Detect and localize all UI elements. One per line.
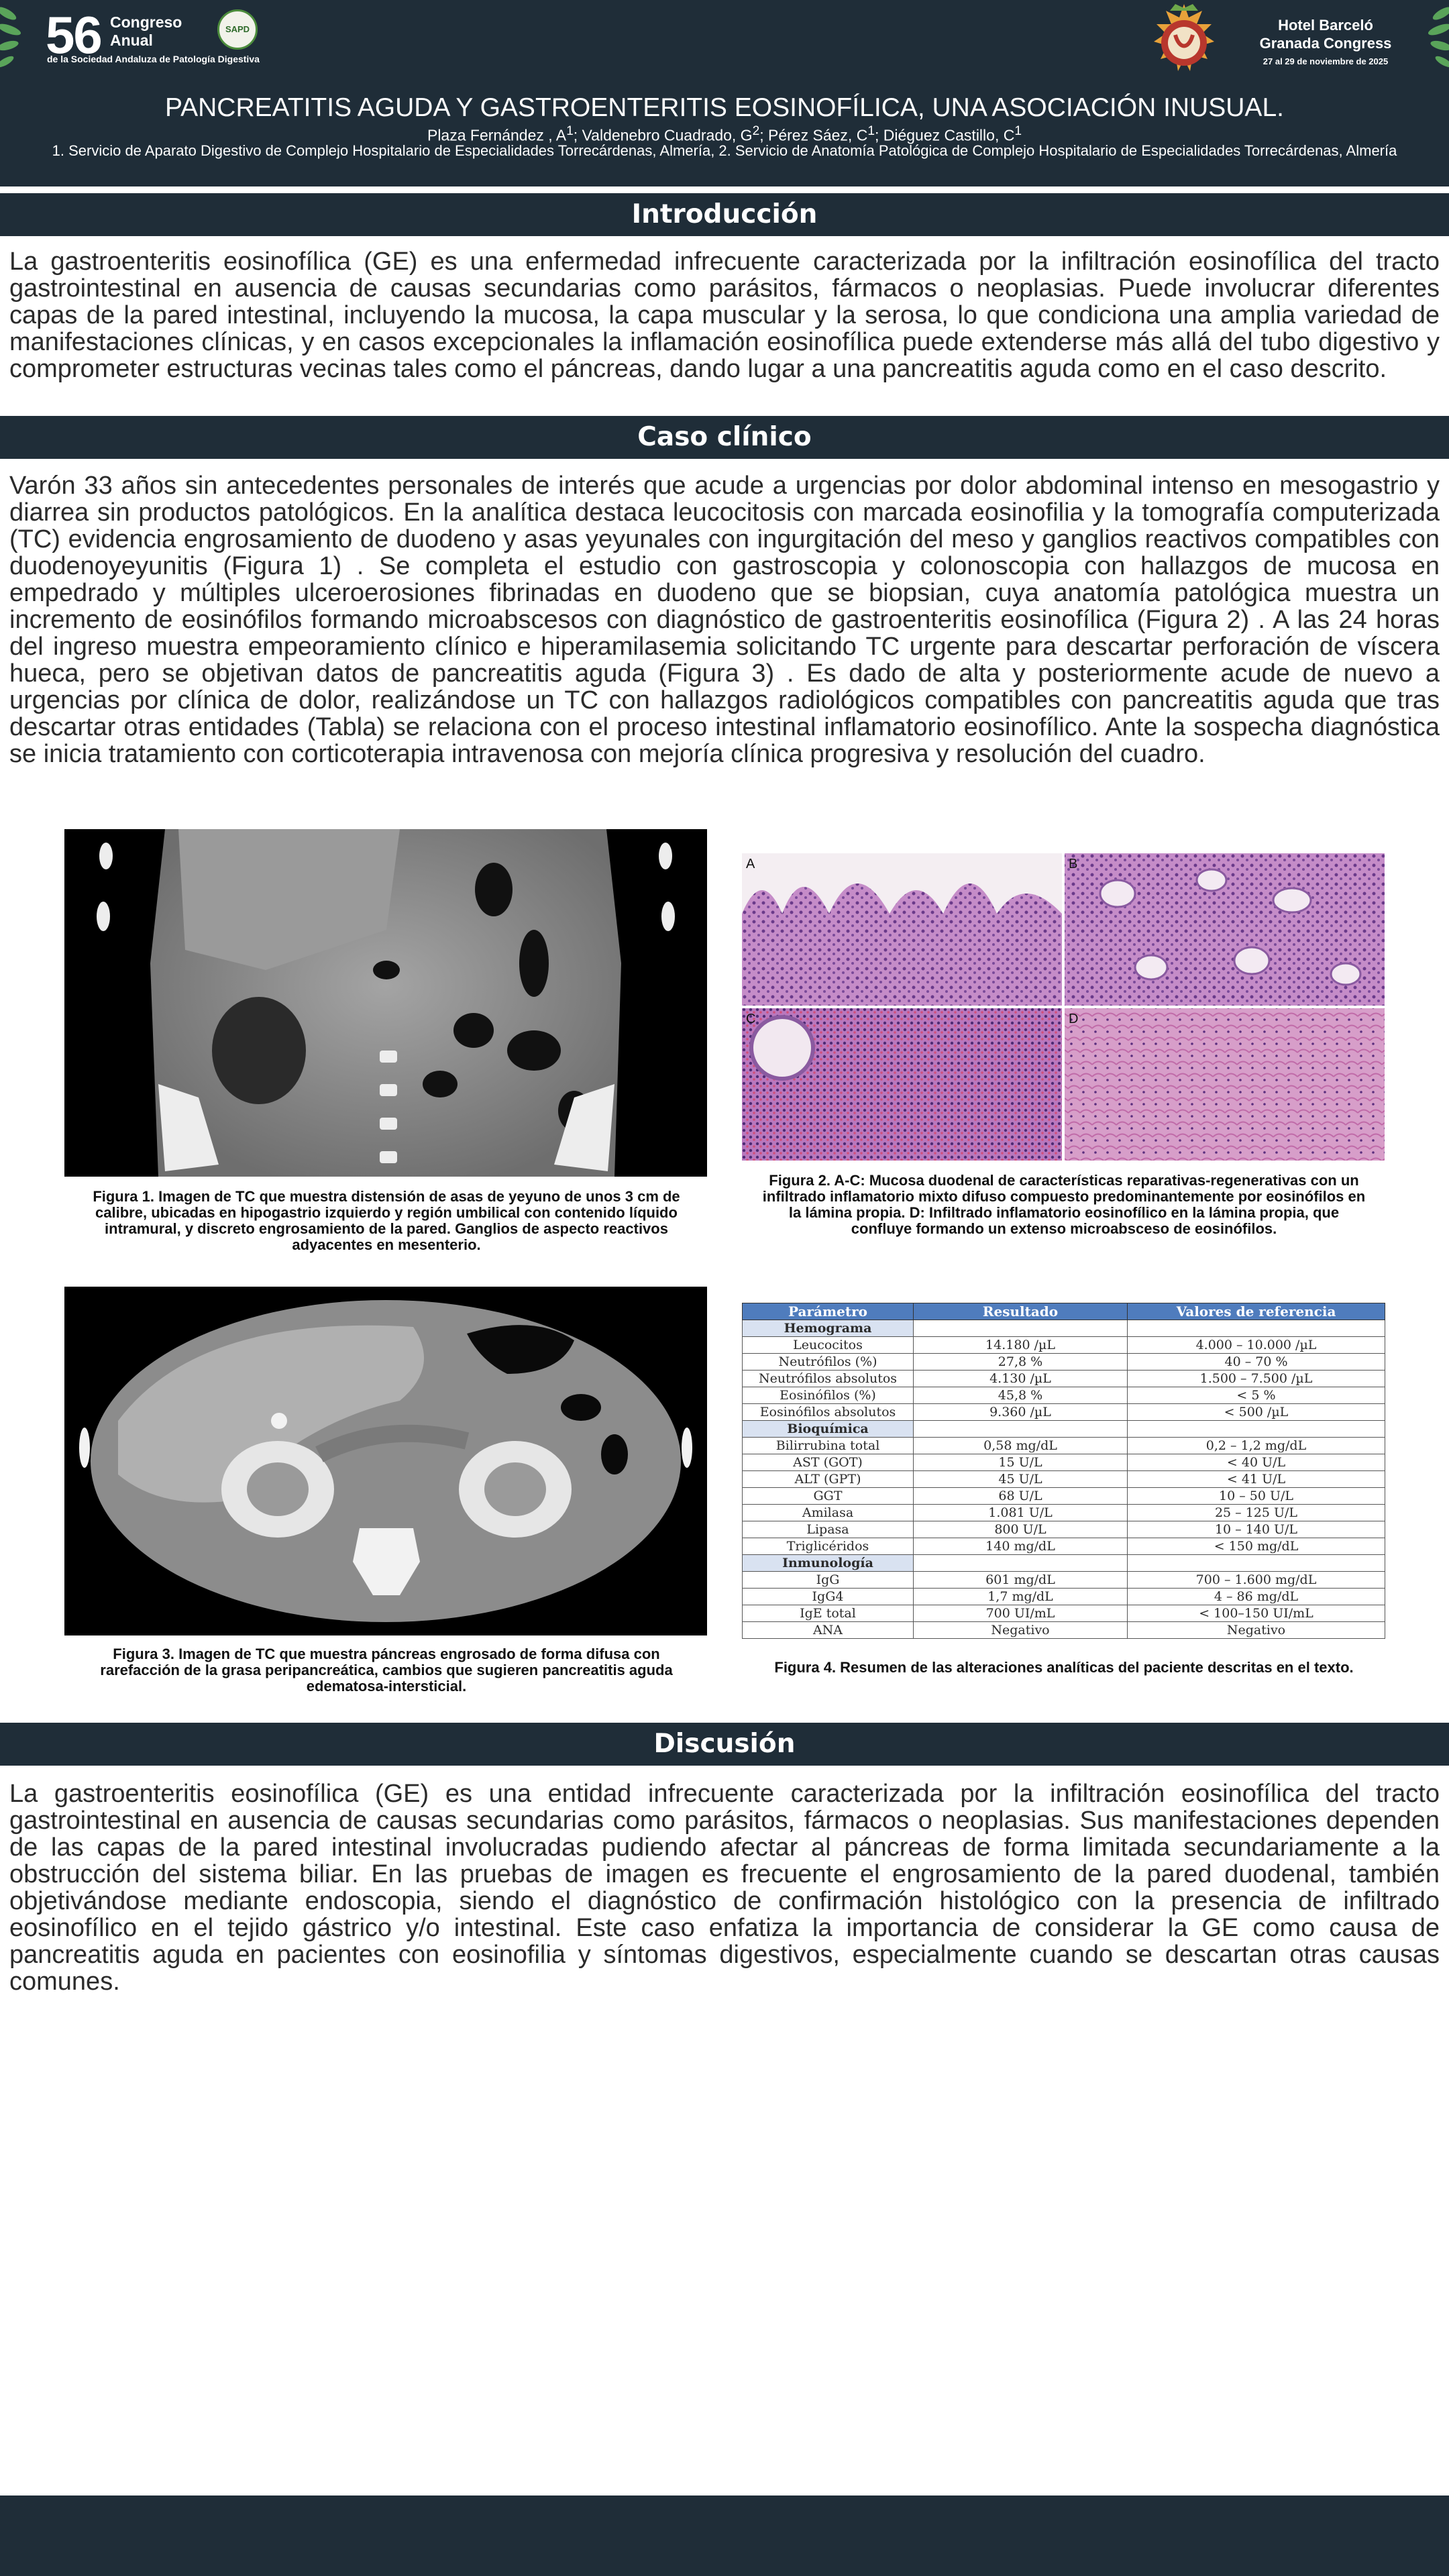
parameter-cell: ANA bbox=[743, 1622, 914, 1639]
parameter-cell: Eosinófilos (%) bbox=[743, 1387, 914, 1404]
parameter-cell: Bilirrubina total bbox=[743, 1438, 914, 1454]
author-separator: ; bbox=[573, 126, 582, 144]
parameter-cell: AST (GOT) bbox=[743, 1454, 914, 1471]
group-label: Hemograma bbox=[743, 1320, 914, 1337]
column-header: Parámetro bbox=[743, 1303, 914, 1320]
empty-cell bbox=[1128, 1421, 1385, 1438]
table-row bbox=[743, 1622, 1385, 1639]
empty-cell bbox=[914, 1320, 1128, 1337]
table-row bbox=[743, 1387, 1385, 1404]
result-cell: 4.130 /µL bbox=[914, 1371, 1128, 1387]
parameter-cell: Neutrófilos (%) bbox=[743, 1354, 914, 1371]
result-cell: 45,8 % bbox=[914, 1387, 1128, 1404]
result-cell: 15 U/L bbox=[914, 1454, 1128, 1471]
poster-affiliations: 1. Servicio de Aparato Digestivo de Complejo Hospitalario de Especialidades Torrecárdenas, Almería, 2. Servicio de Anatomía Patológica de Complejo Hospitalario de Especialidades Torrecárdenas, Almería bbox=[52, 142, 1397, 159]
panel-label-b: B bbox=[1069, 857, 1078, 871]
venue-name: Granada Congress bbox=[1259, 35, 1392, 52]
author-affiliation: 1 bbox=[1014, 124, 1022, 138]
reference-cell: 40 – 70 % bbox=[1128, 1354, 1385, 1371]
author-separator: ; bbox=[759, 126, 769, 144]
table-row bbox=[743, 1404, 1385, 1421]
intro-heading: Introducción bbox=[0, 193, 1449, 236]
parameter-cell: IgG bbox=[743, 1572, 914, 1589]
reference-cell: 4.000 – 10.000 /µL bbox=[1128, 1337, 1385, 1354]
venue-hotel: Hotel Barceló bbox=[1278, 17, 1373, 34]
parameter-cell: Triglicéridos bbox=[743, 1538, 914, 1555]
result-cell: 0,58 mg/dL bbox=[914, 1438, 1128, 1454]
poster-authors bbox=[0, 122, 1449, 145]
group-label: Bioquímica bbox=[743, 1421, 914, 1438]
reference-cell: Negativo bbox=[1128, 1622, 1385, 1639]
panel-label-a: A bbox=[746, 857, 755, 871]
table-row bbox=[743, 1538, 1385, 1555]
figure-2-histology-image bbox=[742, 853, 1385, 1161]
case-heading: Caso clínico bbox=[0, 416, 1449, 459]
author-name: Plaza Fernández , A bbox=[427, 126, 567, 144]
figure-1-caption: Figura 1. Imagen de TC que muestra distensión de asas de yeyuno de unos 3 cm de calibre, ubicadas en hipogastrio izquierdo y región umbilical con contenido líquido intramural, y discreto engrosamiento de la pared. Ganglios de aspecto reactivos adyacentes en mesenterio. bbox=[93, 1188, 680, 1253]
case-text: Varón 33 años sin antecedentes personales de interés que acude a urgencias por dolor abdominal intenso en mesogastrio y diarrea sin productos patológicos. En la analítica destaca leucocitosis con marcada eosinofilia y la tomografía computerizada (TC) evidencia engrosamiento de duodeno y asas yeyunales con ingurgitación del meso y ganglios reactivos compatibles con duodenoyeyunitis (Figura 1) . Se completa el estudio con gastroscopia y colonoscopia con hallazgos de mucosa en empedrado y múltiples ulceroerosiones fibrinadas en duodeno que se biopsian, cuya anatomía patológica muestra un incremento de eosinófilos formando microabscesos con diagnóstico de gastroenteritis eosinofílica (Figura 2) . A las 24 horas del ingreso muestra empeoramiento clínico e hiperamilasemia solicitando TC urgente para descartar perforación de víscera hueca, pero se objetivan datos de pancreatitis aguda (Figura 3) . Es dado de alta y posteriormente acude de nuevo a urgencias por clínica de dolor, realizándose un TC con hallazgos radiológicos compatibles con pancreatitis aguda que tras descartar otras entidades (Tabla) se relaciona con el proceso intestinal inflamatorio eosinofílico. Ante la sospecha diagnóstica se inicia tratamiento con corticoterapia intravenosa con mejoría clínica progresiva y resolución del cuadro. bbox=[9, 472, 1440, 768]
parameter-cell: Lipasa bbox=[743, 1521, 914, 1538]
empty-cell bbox=[914, 1555, 1128, 1572]
table-row bbox=[743, 1371, 1385, 1387]
empty-cell bbox=[1128, 1555, 1385, 1572]
group-label: Inmunología bbox=[743, 1555, 914, 1572]
panel-label-c: C bbox=[746, 1012, 756, 1026]
author-affiliation: 1 bbox=[566, 124, 574, 138]
reference-cell: < 5 % bbox=[1128, 1387, 1385, 1404]
table-header-row bbox=[743, 1303, 1385, 1320]
empty-cell bbox=[914, 1421, 1128, 1438]
parameter-cell: IgE total bbox=[743, 1605, 914, 1622]
figure-2-caption: Figura 2. A-C: Mucosa duodenal de características reparativas-regenerativas con un infiltrado inflamatorio mixto difuso compuesto predominantemente por eosinófilos en la lámina propia. D: Infiltrado inflamatorio eosinofílico en la lámina propia, que confluye formando un extenso microabsceso de eosinófilos. bbox=[762, 1172, 1366, 1237]
figure-3-caption: Figura 3. Imagen de TC que muestra páncreas engrosado de forma difusa con rarefacción de la grasa peripancreática, cambios que sugieren pancreatitis aguda edematosa-intersticial. bbox=[100, 1646, 673, 1695]
poster-header bbox=[0, 0, 1449, 186]
reference-cell: 1.500 – 7.500 /µL bbox=[1128, 1371, 1385, 1387]
figure-4-caption: Figura 4. Resumen de las alteraciones analíticas del paciente descritas en el texto. bbox=[774, 1659, 1354, 1676]
reference-cell: < 500 /µL bbox=[1128, 1404, 1385, 1421]
congress-number: 56 bbox=[46, 5, 101, 64]
reference-cell: 700 – 1.600 mg/dL bbox=[1128, 1572, 1385, 1589]
right-leaf-decoration-icon bbox=[1409, 0, 1449, 80]
reference-cell: 0,2 – 1,2 mg/dL bbox=[1128, 1438, 1385, 1454]
reference-cell: < 41 U/L bbox=[1128, 1471, 1385, 1488]
author-name: Diéguez Castillo, C bbox=[883, 126, 1015, 144]
author-affiliation: 2 bbox=[752, 124, 760, 138]
left-leaf-decoration-icon bbox=[0, 0, 40, 80]
table-row bbox=[743, 1354, 1385, 1371]
poster-footer bbox=[0, 2496, 1449, 2576]
parameter-cell: Neutrófilos absolutos bbox=[743, 1371, 914, 1387]
table-row bbox=[743, 1488, 1385, 1505]
table-row bbox=[743, 1521, 1385, 1538]
result-cell: 68 U/L bbox=[914, 1488, 1128, 1505]
result-cell: 601 mg/dL bbox=[914, 1572, 1128, 1589]
granada-emblem-icon bbox=[1144, 1, 1224, 80]
reference-cell: < 40 U/L bbox=[1128, 1454, 1385, 1471]
poster-title: PANCREATITIS AGUDA Y GASTROENTERITIS EOSINOFÍLICA, UNA ASOCIACIÓN INUSUAL. bbox=[165, 93, 1284, 122]
discussion-text: La gastroenteritis eosinofílica (GE) es una entidad infrecuente caracterizada por la infiltración eosinofílica del tracto gastrointestinal en ausencia de causas secundarias como parásitos, fármacos o neoplasias. Sus manifestaciones dependen de las capas de la pared intestinal involucradas pudiendo afectar al páncreas de forma limitada secundariamente a la obstrucción del sistema biliar. En las pruebas de imagen es frecuente el engrosamiento de la pared duodenal, también objetivándose mediante endoscopia, siendo el diagnóstico de confirmación histológico con la presencia de infiltrado eosinofílico en el tejido gástrico y/o intestinal. Este caso enfatiza la importancia de considerar la GE como causa de pancreatitis aguda en pacientes con eosinofilia y síntomas digestivos, especialmente cuando se descartan otras causas comunes. bbox=[9, 1780, 1440, 1996]
lab-table-body bbox=[743, 1320, 1385, 1639]
sapd-logo: SAPD bbox=[217, 9, 258, 50]
column-header: Resultado bbox=[914, 1303, 1128, 1320]
congress-subtitle: de la Sociedad Andaluza de Patología Digestiva bbox=[47, 54, 260, 64]
author-affiliation: 1 bbox=[867, 124, 875, 138]
table-row bbox=[743, 1589, 1385, 1605]
table-row bbox=[743, 1337, 1385, 1354]
result-cell: 14.180 /µL bbox=[914, 1337, 1128, 1354]
congress-label-line1: Congreso bbox=[110, 13, 182, 31]
table-row bbox=[743, 1572, 1385, 1589]
table-row bbox=[743, 1438, 1385, 1454]
reference-cell: < 150 mg/dL bbox=[1128, 1538, 1385, 1555]
result-cell: 140 mg/dL bbox=[914, 1538, 1128, 1555]
congress-label bbox=[110, 13, 182, 50]
venue-dates: 27 al 29 de noviembre de 2025 bbox=[1263, 56, 1389, 66]
parameter-cell: ALT (GPT) bbox=[743, 1471, 914, 1488]
result-cell: 1.081 U/L bbox=[914, 1505, 1128, 1521]
figure-3-ct-axial-image bbox=[64, 1287, 707, 1635]
reference-cell: 10 – 140 U/L bbox=[1128, 1521, 1385, 1538]
table-group-row bbox=[743, 1421, 1385, 1438]
table-group-row bbox=[743, 1555, 1385, 1572]
parameter-cell: Amilasa bbox=[743, 1505, 914, 1521]
result-cell: 1,7 mg/dL bbox=[914, 1589, 1128, 1605]
parameter-cell: GGT bbox=[743, 1488, 914, 1505]
discussion-heading: Discusión bbox=[0, 1723, 1449, 1766]
panel-label-d: D bbox=[1069, 1012, 1079, 1026]
table-row bbox=[743, 1471, 1385, 1488]
author-name: Valdenebro Cuadrado, G bbox=[582, 126, 753, 144]
result-cell: 700 UI/mL bbox=[914, 1605, 1128, 1622]
result-cell: 27,8 % bbox=[914, 1354, 1128, 1371]
parameter-cell: IgG4 bbox=[743, 1589, 914, 1605]
author-name: Pérez Sáez, C bbox=[768, 126, 868, 144]
table-row bbox=[743, 1454, 1385, 1471]
congress-label-line2: Anual bbox=[110, 32, 153, 49]
column-header: Valores de referencia bbox=[1128, 1303, 1385, 1320]
table-row bbox=[743, 1605, 1385, 1622]
lab-results-table bbox=[742, 1303, 1385, 1639]
result-cell: Negativo bbox=[914, 1622, 1128, 1639]
author-separator: ; bbox=[874, 126, 883, 144]
parameter-cell: Eosinófilos absolutos bbox=[743, 1404, 914, 1421]
result-cell: 45 U/L bbox=[914, 1471, 1128, 1488]
result-cell: 800 U/L bbox=[914, 1521, 1128, 1538]
table-row bbox=[743, 1505, 1385, 1521]
parameter-cell: Leucocitos bbox=[743, 1337, 914, 1354]
table-group-row bbox=[743, 1320, 1385, 1337]
reference-cell: < 100–150 UI/mL bbox=[1128, 1605, 1385, 1622]
result-cell: 9.360 /µL bbox=[914, 1404, 1128, 1421]
reference-cell: 10 – 50 U/L bbox=[1128, 1488, 1385, 1505]
figure-1-ct-coronal-image bbox=[64, 829, 707, 1177]
empty-cell bbox=[1128, 1320, 1385, 1337]
intro-text: La gastroenteritis eosinofílica (GE) es una enfermedad infrecuente caracterizada por la infiltración eosinofílica del tracto gastrointestinal en ausencia de causas secundarias como parásitos, fármacos o neoplasias. Puede involucrar diferentes capas de la pared intestinal, incluyendo la mucosa, la capa muscular y la serosa, lo que condiciona una amplia variedad de manifestaciones clínicas, y en casos excepcionales la inflamación eosinofílica puede extenderse más allá del tubo digestivo y comprometer estructuras vecinas tales como el páncreas, dando lugar a una pancreatitis aguda como en el caso descrito. bbox=[9, 248, 1440, 383]
reference-cell: 4 – 86 mg/dL bbox=[1128, 1589, 1385, 1605]
venue-info bbox=[1249, 16, 1402, 70]
reference-cell: 25 – 125 U/L bbox=[1128, 1505, 1385, 1521]
